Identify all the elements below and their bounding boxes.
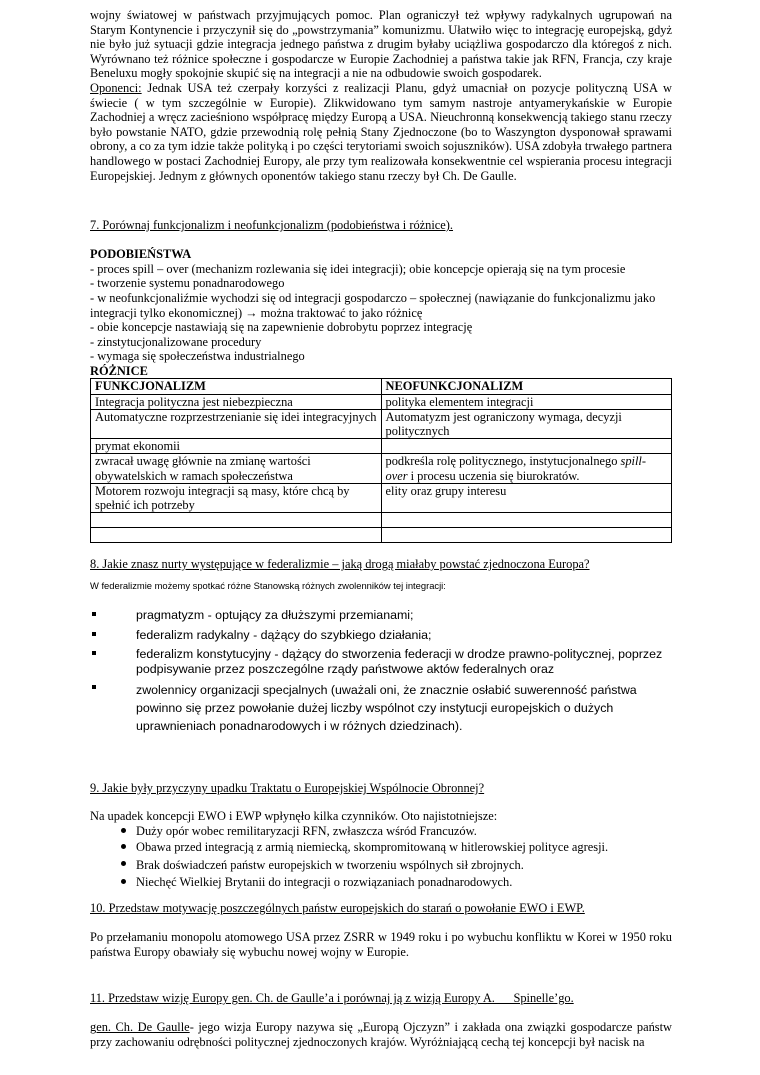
list-item: - w neofunkcjonaliźmie wychodzi się od integracji gospodarczo – społecznej (nawiązanie do funkcjonalizmu jako integracji tylko ekonomicznej) → można traktować to jako różnicę xyxy=(90,290,656,320)
cell-italic-text: spill-over xyxy=(385,454,647,483)
q8-intro: W federalizmie możemy spotkać różne Stanowską różnych zwolenników tej integracji: xyxy=(90,580,446,592)
q8-question: 8. Jakie znasz nurty występujące w federalizmie – jaką drogą miałaby powstać zjednoczona Europa? xyxy=(90,557,590,572)
table-header-cell: NEOFUNKCJONALIZM xyxy=(381,379,672,394)
table-cell: Automatyczne rozprzestrzenianie się idei integracyjnych xyxy=(91,409,382,438)
q10-answer: Po przełamaniu monopolu atomowego USA przez ZSRR w 1949 roku i po wybuchu konfliktu w Korei w 1950 roku państwa Europy obawiały się wybuchu nowej wojny w Europie. xyxy=(90,930,672,959)
q9-question: 9. Jakie były przyczyny upadku Traktatu o Europejskiej Wspólnocie Obronnej? xyxy=(90,780,485,795)
table-cell xyxy=(91,513,382,528)
list-item: federalizm radykalny - dążący do szybkiego działania; xyxy=(90,628,672,643)
table-cell xyxy=(381,454,672,483)
de-gaulle-label: gen. Ch. De Gaulle xyxy=(90,1020,190,1035)
table-cell: elity oraz grupy interesu xyxy=(381,483,672,512)
table-row xyxy=(91,483,672,512)
table-cell xyxy=(381,528,672,543)
federalism-list xyxy=(90,608,672,734)
table-cell: zwracał uwagę głównie na zmianę wartości obywatelskich w ramach społeczeństwa xyxy=(91,454,382,483)
list-item: - obie koncepcje nastawiają się na zapewnienie dobrobytu poprzez integrację xyxy=(90,320,473,335)
q11-answer-text: - jego wizja Europy nazywa się „Europą Ojczyzn” i zakłada ona związki gospodarcze państw przy zachowaniu odrębności politycznej zjednoczonych krajów. Wyróżniającą cechą tej koncepcji był nacisk na xyxy=(90,1020,672,1050)
q11-answer xyxy=(90,1020,672,1049)
opponents-paragraph xyxy=(90,81,672,183)
cell-text: i procesu uczenia się biurokratów. xyxy=(407,468,580,483)
similarities-heading: PODOBIEŃSTWA xyxy=(90,247,192,262)
table-cell: prymat ekonomii xyxy=(91,439,382,454)
list-item: Niechęć Wielkiej Brytanii do integracji o rozwiązaniach ponadnarodowych. xyxy=(114,874,672,891)
q9-intro: Na upadek koncepcji EWO i EWP wpłynęło kilka czynników. Oto najistotniejsze: xyxy=(90,808,498,823)
table-cell xyxy=(381,513,672,528)
list-item: Duży opór wobec remilitaryzacji RFN, zwłaszcza wśród Francuzów. xyxy=(114,823,672,839)
ewo-reasons-list xyxy=(114,823,672,891)
differences-heading: RÓŻNICE xyxy=(90,363,148,378)
table-row xyxy=(91,513,672,528)
q10-question: 10. Przedstaw motywację poszczególnych państw europejskich do starań o powołanie EWO i EWP. xyxy=(90,901,585,916)
table-row xyxy=(91,439,672,454)
table-row xyxy=(91,528,672,543)
q11-question: 11. Przedstaw wizję Europy gen. Ch. de Gaulle’a i porównaj ją z wizją Europy A. Spinelle’go. xyxy=(90,991,574,1006)
list-item: Brak doświadczeń państw europejskich w tworzeniu wspólnych sił zbrojnych. xyxy=(114,856,672,874)
list-item: pragmatyzm - optujący za dłuższymi przemianami; xyxy=(90,608,672,623)
q7-question: 7. Porównaj funkcjonalizm i neofunkcjonalizm (podobieństwa i różnice). xyxy=(90,218,454,233)
intro-paragraph: wojny światowej w państwach przyjmujących pomoc. Plan ograniczył też wpływy radykalnych ugrupowań na Starym Kontynencie i przyczynił się do „powstrzymania” komunizmu. Ułatwiło więc to integrację europejską, gdyż nie było już sytuacji gdzie integracja jednego państwa z drugim byłaby uciążliwa gospodarczo dla któregoś z nich. Wyrównano też różnice społeczne i gospodarcze w Europie Zachodniej a państwa takie jak RFN, Francja, czy kraje Beneluxu mogły spokojnie skupić się na integracji a nie na odbudowie swoich gospodarek. xyxy=(90,8,672,81)
list-item: zwolennicy organizacji specjalnych (uważali oni, że znacznie osłabić suwerenność państwa powinno się przez powołanie dużej liczby wspólnot czy instytucji europejskich o dużych uprawnieniach ponadnarodowych i w różnych dziedzinach). xyxy=(90,681,672,735)
similarities-list xyxy=(90,262,672,364)
list-item: - wymaga się społeczeństwa industrialnego xyxy=(90,349,305,364)
table-cell: Motorem rozwoju integracji są masy, które chcą by spełnić ich potrzeby xyxy=(91,483,382,512)
document-page xyxy=(90,8,672,1050)
comparison-table xyxy=(90,378,672,543)
opponents-text: Jednak USA też czerpały korzyści z realizacji Planu, gdyż umacniał on pozycje polityczną USA w świecie ( w tym szczególnie w Europie). Zlikwidowano tym samym nastroje antyamerykańskie w Europie Zachodniej a wręcz zacieśniono współpracę między Europą a USA. Nieuchronną konsekwencją takiego stanu rzeczy było powstanie NATO, gdzie przewodnią rolę pełnią Stany Zjednoczone (bo to Waszyngton dysponował sprawami obrony, a co za tym idzie także polityką i po części terytoriami swoich sojuszników). USA zdobyła trwałego partnera handlowego w postaci Zachodniej Europy, ale przy tym realizowała konsekwentnie cel wspierania procesu integracji Europejskiej. Jednym z głównych oponentów takiego stanu rzeczy był Ch. De Gaulle. xyxy=(90,80,672,183)
table-header-cell: FUNKCJONALIZM xyxy=(91,379,382,394)
list-item: - proces spill – over (mechanizm rozlewania się idei integracji); obie koncepcje opierają się na tym procesie xyxy=(90,261,626,276)
cell-text: podkreśla rolę politycznego, instytucjonalnego xyxy=(385,454,621,469)
opponents-label: Oponenci: xyxy=(90,80,142,95)
list-item: - tworzenie systemu ponadnarodowego xyxy=(90,276,285,291)
list-item: Obawa przed integracją z armią niemiecką, skompromitowaną w hitlerowskiej polityce agresji. xyxy=(114,839,672,856)
table-row xyxy=(91,394,672,409)
table-cell: Automatyzm jest ograniczony wymaga, decyzji politycznych xyxy=(381,409,672,438)
table-row xyxy=(91,454,672,483)
table-cell xyxy=(91,528,382,543)
table-cell: Integracja polityczna jest niebezpieczna xyxy=(91,394,382,409)
table-cell: polityka elementem integracji xyxy=(381,394,672,409)
list-item: - zinstytucjonalizowane procedury xyxy=(90,334,262,349)
table-header-row xyxy=(91,379,672,394)
list-item: federalizm konstytucyjny - dążący do stworzenia federacji w drodze prawno-politycznej, poprzez podpisywanie przez poszczególne rządy państwowe aktów federalnych oraz xyxy=(90,647,672,676)
table-cell xyxy=(381,439,672,454)
table-row xyxy=(91,409,672,438)
